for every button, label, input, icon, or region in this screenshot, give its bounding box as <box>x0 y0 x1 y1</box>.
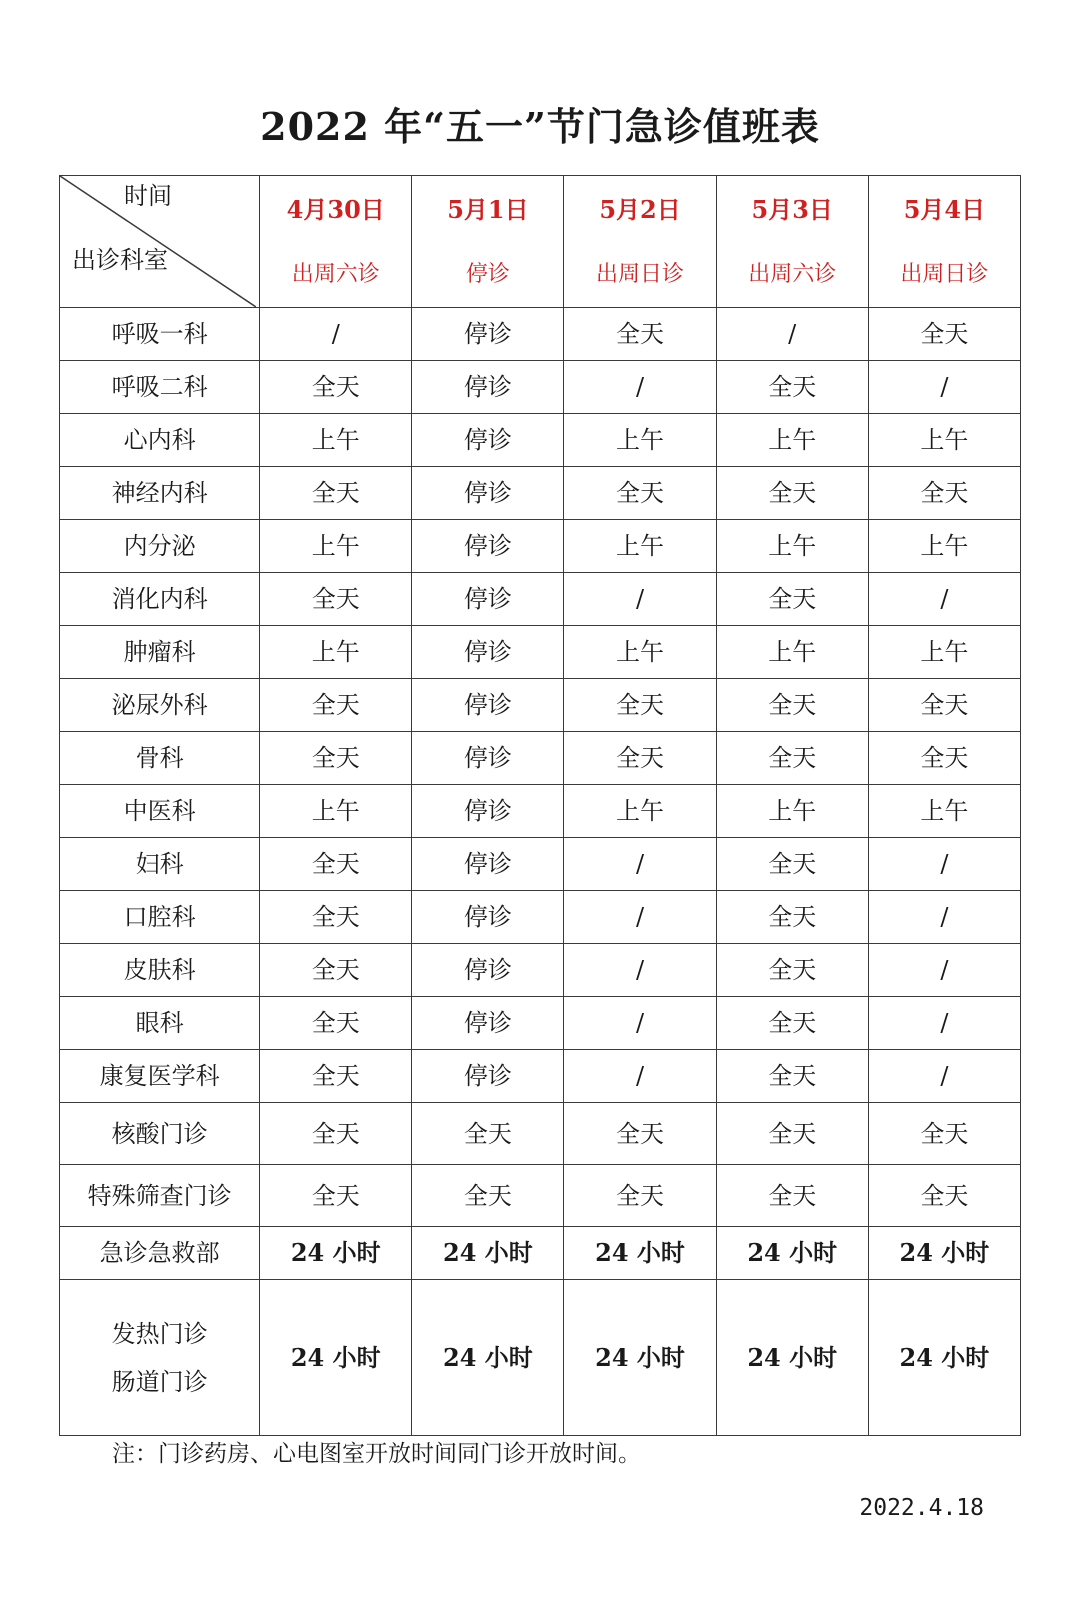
department-cell: 泌尿外科 <box>60 679 260 732</box>
schedule-cell: 全天 <box>260 361 412 414</box>
table-row <box>60 414 1021 467</box>
schedule-cell: 上午 <box>564 785 716 838</box>
corner-time-label: 时间 <box>124 182 172 210</box>
schedule-cell: 全天 <box>260 891 412 944</box>
table-row <box>60 1050 1021 1103</box>
duty-schedule-table <box>59 175 1021 1436</box>
schedule-cell: 全天 <box>260 944 412 997</box>
table-row <box>60 997 1021 1050</box>
schedule-cell: 24 小时 <box>260 1280 412 1436</box>
schedule-cell: / <box>868 838 1020 891</box>
schedule-cell: 全天 <box>716 679 868 732</box>
date-status-label: 停诊 <box>465 261 510 287</box>
department-cell: 康复医学科 <box>60 1050 260 1103</box>
date-status-label: 出周六诊 <box>748 261 837 287</box>
schedule-cell: 上午 <box>868 520 1020 573</box>
schedule-cell: 全天 <box>868 732 1020 785</box>
date-label: 5月1日 <box>447 194 529 224</box>
schedule-cell: 上午 <box>716 520 868 573</box>
schedule-cell: 停诊 <box>412 891 564 944</box>
schedule-cell: 停诊 <box>412 1050 564 1103</box>
schedule-cell: 全天 <box>716 467 868 520</box>
department-cell: 肿瘤科 <box>60 626 260 679</box>
date-status-label: 出周日诊 <box>596 261 685 287</box>
schedule-cell: 全天 <box>260 838 412 891</box>
schedule-cell: 全天 <box>868 1165 1020 1227</box>
schedule-cell: 全天 <box>412 1103 564 1165</box>
department-cell: 妇科 <box>60 838 260 891</box>
schedule-cell: 全天 <box>564 308 716 361</box>
table-row <box>60 520 1021 573</box>
schedule-cell: 全天 <box>716 891 868 944</box>
schedule-cell: 上午 <box>260 785 412 838</box>
department-cell: 骨科 <box>60 732 260 785</box>
date-header-cell <box>412 176 564 308</box>
table-row <box>60 679 1021 732</box>
footnote: 注：门诊药房、心电图室开放时间同门诊开放时间。 <box>112 1441 641 1467</box>
schedule-cell: 上午 <box>564 626 716 679</box>
schedule-cell: / <box>564 891 716 944</box>
department-cell: 呼吸二科 <box>60 361 260 414</box>
schedule-cell: / <box>868 1050 1020 1103</box>
schedule-cell: 全天 <box>716 1103 868 1165</box>
date-header-cell <box>564 176 716 308</box>
schedule-cell: 全天 <box>260 732 412 785</box>
date-status-label: 出周六诊 <box>291 261 380 287</box>
schedule-cell: 停诊 <box>412 308 564 361</box>
schedule-cell: 停诊 <box>412 467 564 520</box>
schedule-cell: 全天 <box>564 1165 716 1227</box>
schedule-cell: 上午 <box>868 414 1020 467</box>
schedule-cell: 全天 <box>260 679 412 732</box>
schedule-cell: 停诊 <box>412 732 564 785</box>
schedule-cell: 全天 <box>716 944 868 997</box>
table-row <box>60 838 1021 891</box>
department-cell <box>60 1280 260 1436</box>
schedule-cell: / <box>260 308 412 361</box>
schedule-cell: 上午 <box>716 414 868 467</box>
schedule-cell: 全天 <box>868 679 1020 732</box>
date-header-cell <box>716 176 868 308</box>
schedule-cell: 停诊 <box>412 361 564 414</box>
table-row <box>60 626 1021 679</box>
schedule-cell: 停诊 <box>412 838 564 891</box>
schedule-cell: 全天 <box>260 573 412 626</box>
schedule-cell: 全天 <box>412 1165 564 1227</box>
department-cell: 中医科 <box>60 785 260 838</box>
schedule-cell: 上午 <box>260 414 412 467</box>
department-cell: 眼科 <box>60 997 260 1050</box>
date-status-label: 出周日诊 <box>900 261 989 287</box>
schedule-cell: 停诊 <box>412 626 564 679</box>
schedule-cell: 全天 <box>868 1103 1020 1165</box>
date-label: 5月3日 <box>751 194 833 224</box>
schedule-cell: 上午 <box>716 785 868 838</box>
schedule-cell: 全天 <box>716 1165 868 1227</box>
department-cell: 神经内科 <box>60 467 260 520</box>
schedule-cell: 24 小时 <box>412 1280 564 1436</box>
schedule-cell: 上午 <box>260 626 412 679</box>
page-title: 2022 年“五一”节门急诊值班表 <box>260 104 820 149</box>
schedule-cell: 24 小时 <box>868 1227 1020 1280</box>
schedule-cell: 24 小时 <box>260 1227 412 1280</box>
department-cell: 心内科 <box>60 414 260 467</box>
department-cell: 特殊筛查门诊 <box>60 1165 260 1227</box>
table-body <box>60 176 1021 1436</box>
date-header-cell <box>868 176 1020 308</box>
schedule-cell: / <box>868 891 1020 944</box>
table-row <box>60 732 1021 785</box>
schedule-cell: 24 小时 <box>412 1227 564 1280</box>
table-row <box>60 1165 1021 1227</box>
schedule-cell: / <box>564 997 716 1050</box>
schedule-cell: 24 小时 <box>716 1280 868 1436</box>
department-cell: 急诊急救部 <box>60 1227 260 1280</box>
table-row <box>60 308 1021 361</box>
schedule-cell: 停诊 <box>412 414 564 467</box>
schedule-cell: 24 小时 <box>564 1227 716 1280</box>
schedule-cell: 全天 <box>260 1050 412 1103</box>
date-label: 5月4日 <box>903 194 986 224</box>
issue-date: 2022.4.18 <box>859 1495 984 1521</box>
table-row <box>60 1280 1021 1436</box>
table-row <box>60 1103 1021 1165</box>
schedule-cell: 上午 <box>564 414 716 467</box>
table-row <box>60 467 1021 520</box>
schedule-cell: / <box>564 361 716 414</box>
schedule-cell: 24 小时 <box>868 1280 1020 1436</box>
schedule-cell: 全天 <box>564 467 716 520</box>
schedule-cell: / <box>868 997 1020 1050</box>
schedule-cell: 全天 <box>716 1050 868 1103</box>
date-label: 5月2日 <box>599 194 681 224</box>
schedule-cell: / <box>564 573 716 626</box>
schedule-cell: 上午 <box>260 520 412 573</box>
department-cell: 呼吸一科 <box>60 308 260 361</box>
schedule-cell: 全天 <box>716 838 868 891</box>
table-row <box>60 785 1021 838</box>
schedule-cell: 停诊 <box>412 785 564 838</box>
schedule-cell: 24 小时 <box>716 1227 868 1280</box>
schedule-cell: 全天 <box>868 308 1020 361</box>
table-row <box>60 573 1021 626</box>
date-header-cell <box>260 176 412 308</box>
schedule-cell: 停诊 <box>412 997 564 1050</box>
schedule-cell: 上午 <box>868 626 1020 679</box>
schedule-cell: 停诊 <box>412 573 564 626</box>
schedule-cell: 全天 <box>716 573 868 626</box>
schedule-cell: 停诊 <box>412 679 564 732</box>
table-row <box>60 891 1021 944</box>
schedule-cell: 全天 <box>260 467 412 520</box>
department-line: 发热门诊 <box>111 1319 208 1348</box>
department-cell: 内分泌 <box>60 520 260 573</box>
date-label: 4月30日 <box>286 194 385 224</box>
schedule-cell: 全天 <box>716 732 868 785</box>
schedule-cell: / <box>564 838 716 891</box>
schedule-cell: / <box>564 1050 716 1103</box>
schedule-cell: 停诊 <box>412 520 564 573</box>
schedule-cell: 上午 <box>716 626 868 679</box>
schedule-cell: 全天 <box>564 679 716 732</box>
schedule-cell: 停诊 <box>412 944 564 997</box>
department-cell: 口腔科 <box>60 891 260 944</box>
schedule-cell: 上午 <box>564 520 716 573</box>
schedule-cell: 24 小时 <box>564 1280 716 1436</box>
schedule-cell: 全天 <box>716 361 868 414</box>
department-line: 肠道门诊 <box>111 1367 208 1396</box>
schedule-cell: / <box>868 944 1020 997</box>
table-row <box>60 361 1021 414</box>
schedule-cell: / <box>868 361 1020 414</box>
schedule-cell: 全天 <box>260 1103 412 1165</box>
schedule-cell: 全天 <box>260 1165 412 1227</box>
table-header-row <box>60 176 1021 308</box>
corner-header-cell <box>60 176 260 308</box>
schedule-cell: 全天 <box>564 1103 716 1165</box>
schedule-cell: 上午 <box>868 785 1020 838</box>
schedule-cell: 全天 <box>716 997 868 1050</box>
table-row <box>60 944 1021 997</box>
schedule-cell: 全天 <box>564 732 716 785</box>
department-cell: 消化内科 <box>60 573 260 626</box>
schedule-cell: / <box>716 308 868 361</box>
department-cell: 核酸门诊 <box>60 1103 260 1165</box>
department-cell: 皮肤科 <box>60 944 260 997</box>
corner-dept-label: 出诊科室 <box>72 246 168 274</box>
schedule-cell: / <box>564 944 716 997</box>
schedule-cell: / <box>868 573 1020 626</box>
table-row <box>60 1227 1021 1280</box>
schedule-cell: 全天 <box>868 467 1020 520</box>
schedule-cell: 全天 <box>260 997 412 1050</box>
